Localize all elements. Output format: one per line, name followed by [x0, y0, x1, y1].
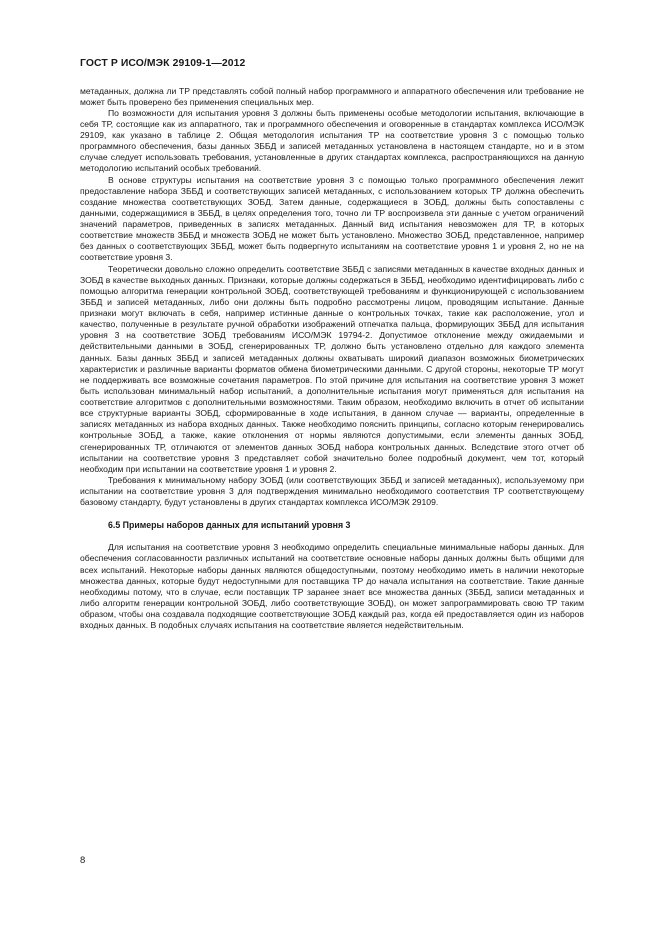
- paragraph: Требования к минимальному набору ЗОБД (или соответствующих ЗББД и записей метаданных), используемому при испытании на соответствие уровня 3 для подтверждения минимально необходимого соответствия ТР соответствующему базовому стандарту, будут установлены в других стандартах комплекса ИСО/МЭК 29109.: [80, 474, 584, 508]
- paragraph: В основе структуры испытания на соответствие уровня 3 с помощью только программного обеспечения лежит предоставление набора ЗББД и соответствующих записей метаданных, с использованием которых ТР должна обеспечить создание множества соответствующих ЗОБД. Затем данные, содержащиеся в ЗОБД, должны быть сопоставлены с данными, содержащимися в ЗББД, в целях определения того, точно ли ТР воспроизвела эти данные с учетом ограничений значений параметров, приведенных в записях метаданных. Данный вид испытания невозможен для ТР, в которых соответствие множеств ЗББД и множеств ЗОБД не может быть установлено. Множество ЗОБД, представленное, например без данных о соответствующих ЗББД, может быть подвергнуто испытаниям на соответствие уровня 1 и уровня 2, но не на соответствие уровня 3.: [80, 174, 584, 263]
- page-number: 8: [80, 855, 86, 866]
- section-heading: 6.5 Примеры наборов данных для испытаний уровня 3: [108, 520, 351, 531]
- paragraph: Для испытания на соответствие уровня 3 необходимо определить специальные минимальные наборы данных. Для обеспечения согласованности различных испытаний на соответствие основные наборы данных должны быть общими для всех испытаний. Некоторые наборы данных являются общедоступными, поэтому необходимо иметь в наличии некоторые множества данных, которые будут недоступными для поставщика ТР до начала испытания на соответствие. Такие данные необходимы потому, что в случае, если поставщик ТР заранее знает все множества данных (ЗББД, записи метаданных и либо алгоритм генерации контрольной ЗОБД, либо соответствующие ЗОБД), он может запрограммировать свою ТР таким образом, чтобы она создавала подходящие соответствующие ЗОБД каждый раз, когда ей предоставляется один из наборов входных данных. В подобных случаях испытания на соответствие является недействительным.: [80, 542, 584, 631]
- document-body: [80, 86, 584, 632]
- paragraph: По возможности для испытания уровня 3 должны быть применены особые методологии испытания, включающие в себя ТР, состоящие как из аппаратного, так и программного обеспечения и оговоренные в стандартах комплекса ИСО/МЭК 29109, как указано в таблице 2. Общая методология испытания ТР на соответствие уровня 3 с помощью только программного обеспечения, базы данных ЗББД и записей метаданных установлена в настоящем стандарте, но и в этом случае следует использовать требования, установленные в других стандартах комплекса, распространяющихся на данную методологию испытаний особых требований.: [80, 107, 584, 174]
- paragraph: Теоретически довольно сложно определить соответствие ЗББД с записями метаданных в качестве входных данных и ЗОБД в качестве выходных данных. Признаки, которые должны содержаться в ЗББД, необходимо идентифицировать либо с помощью алгоритма генерации контрольной ЗОБД, соответствующей требованиям и функционирующей с использованием ЗББД и записей метаданных, либо они должны быть подробно рассмотрены лицом, проводящим испытание. Данные признаки могут включать в себя, например истинные данные о контрольных точках, такие как расположение, угол и качество, полученные в результате ручной обработки изображений отпечатка пальца, формирующих ЗББД для испытания уровня 3 на соответствие ЗОБД требованиям ИСО/МЭК 19794-2. Допустимое отклонение между ожидаемыми и действительными данными в ЗОБД, сгенерированных ТР, должно быть установлено отдельно для каждого элемента данных. Базы данных ЗББД и записей метаданных должны охватывать широкий диапазон возможных биометрических характеристик и различные варианты форматов обмена биометрическими данными. С другой стороны, некоторые ТР могут не поддерживать все возможные сочетания параметров. По этой причине для испытания на соответствие уровня 3 может быть использован минимальный набор испытаний, а дополнительные испытания могут применяться для испытания на соответствие алгоритмов с дополнительными возможностями. Таким образом, необходимо включить в отчет об испытании все структурные варианты ЗОБД, сформированные в ходе испытания, в данном случае — варианты, определенные в записях метаданных из набора входных данных. Также необходимо пояснить принципы, согласно которым генерировались контрольные ЗОБД, а также, какие отклонения от нормы являются допустимыми, если элементы данных ЗОБД, сгенерированных ТР, отличаются от элементов данных ЗОБД набора контрольных данных. Вследствие этого отчет об испытании на соответствие уровня 3 представляет собой значительно более подробный документ, чем тот, который необходим при испытании на соответствие уровня 1 и уровня 2.: [80, 263, 584, 474]
- document-header: ГОСТ Р ИСО/МЭК 29109-1—2012: [80, 58, 246, 69]
- paragraph: метаданных, должна ли ТР представлять собой полный набор программного и аппаратного обеспечения или требование не может быть проверено без применения специальных мер.: [80, 85, 584, 107]
